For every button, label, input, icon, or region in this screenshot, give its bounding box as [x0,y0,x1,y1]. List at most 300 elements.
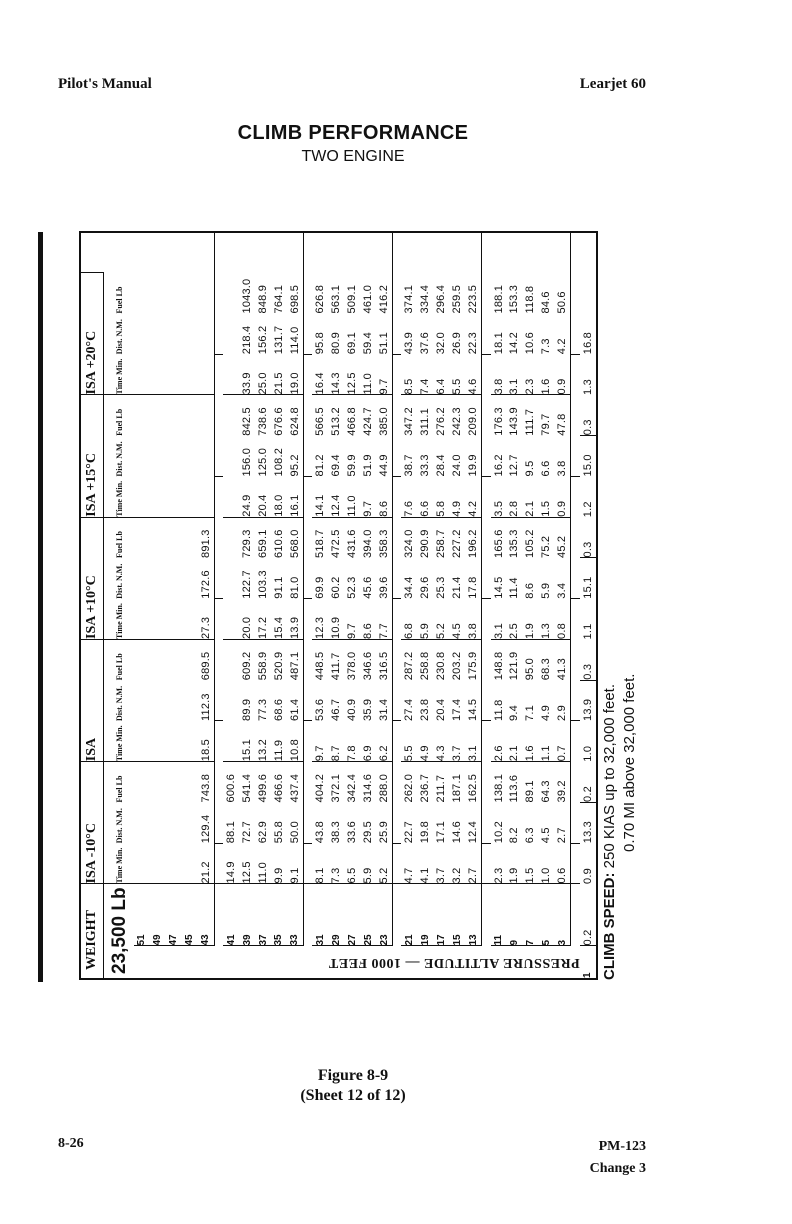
fuel-cell [150,762,166,803]
dist-cell [223,558,239,599]
dist-cell: 43.9 [403,332,416,355]
time-cell: 3.1 [491,599,507,640]
page-title: CLIMB PERFORMANCE [237,122,469,144]
time-cell [166,721,182,762]
fuel-cell [198,273,215,314]
altitude-cell: 49 [150,884,166,946]
dist-cell: 218.4 [241,325,254,355]
time-cell: 3.1 [507,354,523,395]
time-cell: 1.9 [522,599,538,640]
change-bar [38,232,43,982]
fuel-cell: 520.9 [272,651,285,681]
fuel-cell: 196.2 [467,529,480,558]
time-cell: 8.1 [312,843,328,884]
dist-cell [150,558,166,599]
fuel-cell: 176.3 [492,407,505,436]
row-gap-cell [214,558,223,599]
dist-cell: 4.9 [540,705,553,721]
fuel-cell: 258.8 [419,651,432,681]
dist-cell: 10.2 [492,821,505,844]
fuel-cell: 518.7 [314,529,327,558]
fuel-cell: 64.3 [540,780,553,803]
row-gap-cell [393,843,402,884]
fuel-cell: 68.3 [540,658,553,681]
fuel-cell: 1043.0 [241,278,254,314]
altitude-cell: 21 [401,884,417,946]
time-cell: 4.1 [417,843,433,884]
dist-cell: 45.6 [362,576,375,599]
time-cell [150,477,166,518]
dist-cell: 6.3 [524,827,537,844]
time-cell: 2.3 [491,843,507,884]
fuel-cell: 290.9 [419,529,432,558]
fuel-cell: 162.5 [467,773,480,803]
fuel-cell: 541.4 [241,773,254,803]
table-row [465,232,482,979]
dist-cell [166,680,182,721]
time-cell: 2.7 [465,843,482,884]
climb-speed-line-2: 0.70 MI above 32,000 feet. [621,673,638,852]
time-cell [134,354,150,395]
dist-cell: 14.2 [508,332,521,355]
time-cell: 0.9 [554,477,571,518]
dist-cell: 29.5 [362,821,375,844]
dist-cell [182,436,198,477]
row-gap-cell [303,477,312,518]
time-cell: 5.8 [433,477,449,518]
dist-cell: 0.9 [581,868,594,884]
fuel-cell: 230.8 [435,651,448,681]
fuel-cell [134,517,150,558]
fuel-cell [182,640,198,681]
dist-cell: 43.8 [314,821,327,844]
altitude-cell: 23 [376,884,393,946]
time-cell [166,477,182,518]
fuel-cell: 79.7 [540,413,553,436]
dist-cell: 72.7 [241,821,254,844]
fuel-cell [134,395,150,436]
doc-id [590,1136,646,1180]
dist-cell [182,680,198,721]
row-gap-cell [393,680,402,721]
time-cell [150,599,166,640]
altitude-cell: 35 [271,884,287,946]
time-cell [150,354,166,395]
row-gap-cell [482,721,491,762]
group-header-isa-minus-10: ISA -10°C [80,762,104,884]
dist-cell: 53.6 [314,698,327,721]
dist-cell: 12.4 [467,821,480,844]
climb-speed-line-1 [600,460,620,980]
fuel-cell: 276.2 [435,407,448,436]
fuel-cell: 600.6 [225,773,238,803]
time-cell: 14.9 [223,843,239,884]
time-cell: 5.5 [401,721,417,762]
row-gap-cell [303,762,312,803]
dist-cell: 95.8 [314,332,327,355]
fuel-cell [150,640,166,681]
altitude-cell: 19 [417,884,433,946]
row-gap-cell [571,721,580,762]
dist-cell [150,436,166,477]
row-gap-cell [393,395,402,436]
altitude-cell: 29 [328,884,344,946]
time-cell [182,721,198,762]
altitude-cell: 9 [507,884,523,946]
fuel-cell: 111.7 [524,408,537,436]
time-cell: 4.7 [401,843,417,884]
fuel-cell: 175.9 [467,651,480,681]
table-row [417,232,433,979]
time-cell: 0.8 [554,599,571,640]
fuel-cell: 135.3 [508,529,521,558]
fuel-cell: 487.1 [288,651,301,681]
dist-cell: 10.6 [524,332,537,355]
row-gap-cell [393,721,402,762]
fuel-cell: 342.4 [346,773,359,803]
col-head-dist: Dist. N.M. [114,685,124,721]
time-cell [150,721,166,762]
dist-cell [166,558,182,599]
row-gap-cell [303,273,312,314]
time-cell: 6.4 [433,354,449,395]
dist-cell: 29.6 [419,576,432,599]
dist-cell: 33.6 [346,821,359,844]
row-gap-cell [214,599,223,640]
fuel-cell: 287.2 [403,651,416,681]
group-header-isa: ISA [80,640,104,762]
table-row [554,232,571,979]
dist-cell: 89.9 [241,698,254,721]
row-gap-cell [214,517,223,558]
fuel-cell [182,395,198,436]
altitude-cell: 13 [465,884,482,946]
altitude-cell: 43 [198,884,215,946]
dist-cell: 114.0 [288,326,301,355]
dist-cell: 24.0 [451,454,464,477]
time-cell: 10.9 [328,599,344,640]
dist-cell: 19.9 [467,454,480,477]
doc-change: Change 3 [589,1161,646,1176]
time-cell: 3.8 [465,599,482,640]
dist-cell: 31.4 [378,698,391,721]
altitude-cell: 1 [580,946,597,979]
row-gap-cell [482,762,491,803]
dist-cell: 68.6 [272,698,285,721]
fuel-cell: 466.6 [272,773,285,803]
row-gap-cell [214,314,223,355]
time-cell [223,354,239,395]
time-cell: 3.7 [433,843,449,884]
row-gap-cell [303,640,312,681]
time-cell: 9.7 [360,477,376,518]
table-row [150,232,166,979]
dist-cell: 32.0 [435,332,448,355]
fuel-cell: 513.2 [330,407,343,436]
row-gap-cell [571,640,580,681]
time-cell: 6.8 [401,599,417,640]
dist-cell [166,803,182,844]
dist-cell: 3.4 [556,582,569,599]
table-row [449,232,465,979]
fuel-cell: 311.1 [419,408,432,436]
time-cell: 27.3 [198,599,215,640]
dist-cell: 7.1 [524,705,537,721]
dist-cell: 4.2 [556,338,569,355]
dist-cell: 17.8 [467,576,480,599]
fuel-cell: 242.3 [451,407,464,436]
climb-table-rotated [79,231,598,980]
col-head-fuel: Fuel Lb [114,408,124,436]
dist-cell: 46.7 [330,698,343,721]
fuel-cell: 227.2 [451,529,464,558]
row-gap-cell [214,232,223,273]
dist-cell: 14.5 [467,698,480,721]
time-cell: 1.9 [507,843,523,884]
fuel-cell: 347.2 [403,407,416,436]
time-cell: 14.1 [312,477,328,518]
dist-cell: 17.4 [451,698,464,721]
row-gap-cell [482,843,491,884]
fuel-cell: 431.6 [346,529,359,558]
time-cell: 0.2 [580,762,597,803]
dist-cell: 14.5 [492,576,505,599]
time-cell: 7.3 [328,843,344,884]
dist-cell: 5.9 [540,582,553,599]
dist-cell: 156.0 [241,447,254,477]
row-gap-cell [482,640,491,681]
dist-cell: 18.1 [492,332,505,355]
time-cell: 12.3 [312,599,328,640]
fuel-cell: 891.3 [199,529,212,558]
row-gap-cell [393,599,402,640]
row-gap-cell [214,273,223,314]
table-row [271,232,287,979]
fuel-cell: 138.1 [492,773,505,803]
col-head-fuel: Fuel Lb [114,775,124,803]
row-gap-cell [482,599,491,640]
time-cell: 9.7 [376,354,393,395]
row-gap-cell [393,640,402,681]
dist-cell: 44.9 [378,454,391,477]
fuel-cell: 563.1 [330,284,343,314]
time-cell: 0.2 [580,884,597,946]
altitude-cell: 47 [166,884,182,946]
fuel-cell [134,762,150,803]
fuel-cell: 374.1 [403,284,416,314]
fuel-cell: 47.8 [556,413,569,436]
row-gap-cell [303,721,312,762]
time-cell: 2.1 [522,477,538,518]
time-cell: 14.3 [328,354,344,395]
time-cell: 0.6 [554,843,571,884]
col-head-time: Time Min. [104,843,135,884]
time-cell [198,354,215,395]
table-row [223,232,239,979]
dist-cell: 23.8 [419,698,432,721]
fuel-cell: 324.0 [403,529,416,558]
fuel-cell: 499.6 [257,773,270,803]
row-gap-cell [214,803,223,844]
time-cell [166,599,182,640]
dist-cell: 22.7 [403,821,416,844]
row-gap-cell [482,680,491,721]
fuel-cell: 288.0 [378,773,391,803]
table-row [344,232,360,979]
climb-speed-notes [600,460,640,980]
time-cell: 12.5 [344,354,360,395]
time-cell [223,477,239,518]
time-cell: 7.7 [376,599,393,640]
dist-cell: 125.0 [257,447,270,477]
row-gap-cell [571,558,580,599]
col-head-dist: Dist. N.M. [114,563,124,599]
table-row [360,232,376,979]
fuel-cell [182,517,198,558]
time-cell: 8.6 [360,599,376,640]
altitude-cell: 5 [538,884,554,946]
time-cell: 11.0 [344,477,360,518]
row-gap-cell [303,803,312,844]
time-cell: 2.6 [491,721,507,762]
dist-cell: 52.3 [346,576,359,599]
time-cell: 3.7 [449,721,465,762]
dist-cell: 2.9 [556,705,569,721]
fuel-cell: 41.3 [556,658,569,681]
time-cell: 12.4 [328,477,344,518]
dist-cell: 34.4 [403,576,416,599]
time-cell: 8.5 [401,354,417,395]
figure-caption [0,1066,706,1106]
dist-cell [166,436,182,477]
dist-cell: 1.0 [581,745,594,762]
time-cell: 15.1 [239,721,255,762]
dist-cell: 1.2 [581,501,594,518]
fuel-cell: 13.9 [581,698,594,721]
dist-cell: 4.5 [540,827,553,844]
time-cell [182,477,198,518]
row-gap-cell [571,232,580,273]
time-cell [150,843,166,884]
time-cell: 10.8 [287,721,304,762]
fuel-cell: 211.7 [435,774,448,803]
time-cell: 2.8 [507,477,523,518]
dist-cell [166,314,182,355]
fuel-cell: 378.0 [346,651,359,681]
fuel-cell: 258.7 [435,529,448,558]
dist-cell: 51.1 [378,332,391,355]
row-gap-cell [393,517,402,558]
fuel-cell: 358.3 [378,529,391,558]
fuel-cell: 314.6 [362,773,375,803]
fuel-cell [166,762,182,803]
dist-cell: 9.5 [524,460,537,477]
dist-cell: 131.7 [272,325,285,355]
fuel-cell [166,395,182,436]
row-gap-cell [393,803,402,844]
altitude-cell: 11 [491,884,507,946]
dist-cell: 28.4 [435,454,448,477]
row-gap-cell [303,680,312,721]
time-cell: 16.1 [287,477,304,518]
time-cell: 9.7 [344,599,360,640]
row-gap-cell [571,517,580,558]
group-header-isa-plus-15: ISA +15°C [80,395,104,517]
time-cell [134,721,150,762]
time-cell: 5.9 [417,599,433,640]
fuel-cell: 262.0 [403,773,416,803]
fuel-cell: 105.2 [524,529,537,558]
doc-number: PM-123 [598,1139,646,1154]
row-gap-cell [571,395,580,436]
axis-gap [571,884,580,946]
row-gap-cell [214,721,223,762]
time-cell: 17.2 [255,599,271,640]
col-head-fuel: Fuel Lb [114,653,124,681]
time-cell: 6.2 [376,721,393,762]
fuel-cell: 89.1 [524,780,537,803]
col-head-time: Time Min. [104,354,135,395]
row-gap-cell [482,477,491,518]
row-gap-cell [303,354,312,395]
table-row [239,232,255,979]
dist-cell: 122.7 [241,570,254,599]
time-cell: 2.5 [507,599,523,640]
dist-cell: 50.0 [288,821,301,844]
time-cell: 21.2 [198,843,215,884]
fuel-cell: 346.6 [362,651,375,681]
dist-cell [198,436,215,477]
fuel-cell: 424.7 [362,407,375,436]
fuel-cell: 566.5 [314,407,327,436]
time-cell: 3.2 [449,843,465,884]
figure-number: Figure 8-9 [317,1067,389,1084]
fuel-cell [134,273,150,314]
row-gap-cell [482,354,491,395]
time-cell: 0.3 [580,395,597,436]
table-row [287,232,304,979]
time-cell: 0.9 [554,354,571,395]
row-gap-cell [571,436,580,477]
group-header-isa-plus-10: ISA +10°C [80,517,104,639]
dist-cell: 69.1 [346,332,359,355]
dist-cell: 69.9 [314,576,327,599]
fuel-cell: 143.9 [508,407,521,436]
fuel-cell: 609.2 [241,651,254,681]
time-cell: 9.1 [287,843,304,884]
row-gap-cell [571,314,580,355]
time-cell: 1.6 [522,721,538,762]
table-row [134,232,150,979]
time-cell: 4.2 [465,477,482,518]
header-left: Pilot's Manual [58,76,152,92]
fuel-cell [150,395,166,436]
dist-cell: 19.8 [419,821,432,844]
row-gap-cell [393,232,402,273]
dist-cell: 27.4 [403,698,416,721]
dist-cell: 81.2 [314,454,327,477]
fuel-cell: 624.8 [288,407,301,436]
dist-cell: 129.4 [199,814,212,844]
row-gap-cell [482,314,491,355]
fuel-cell: 372.1 [330,773,343,803]
row-gap-cell [571,273,580,314]
row-gap-cell [482,395,491,436]
dist-cell: 35.9 [362,698,375,721]
fuel-cell [166,273,182,314]
dist-cell: 11.8 [492,699,505,721]
dist-cell [223,314,239,355]
